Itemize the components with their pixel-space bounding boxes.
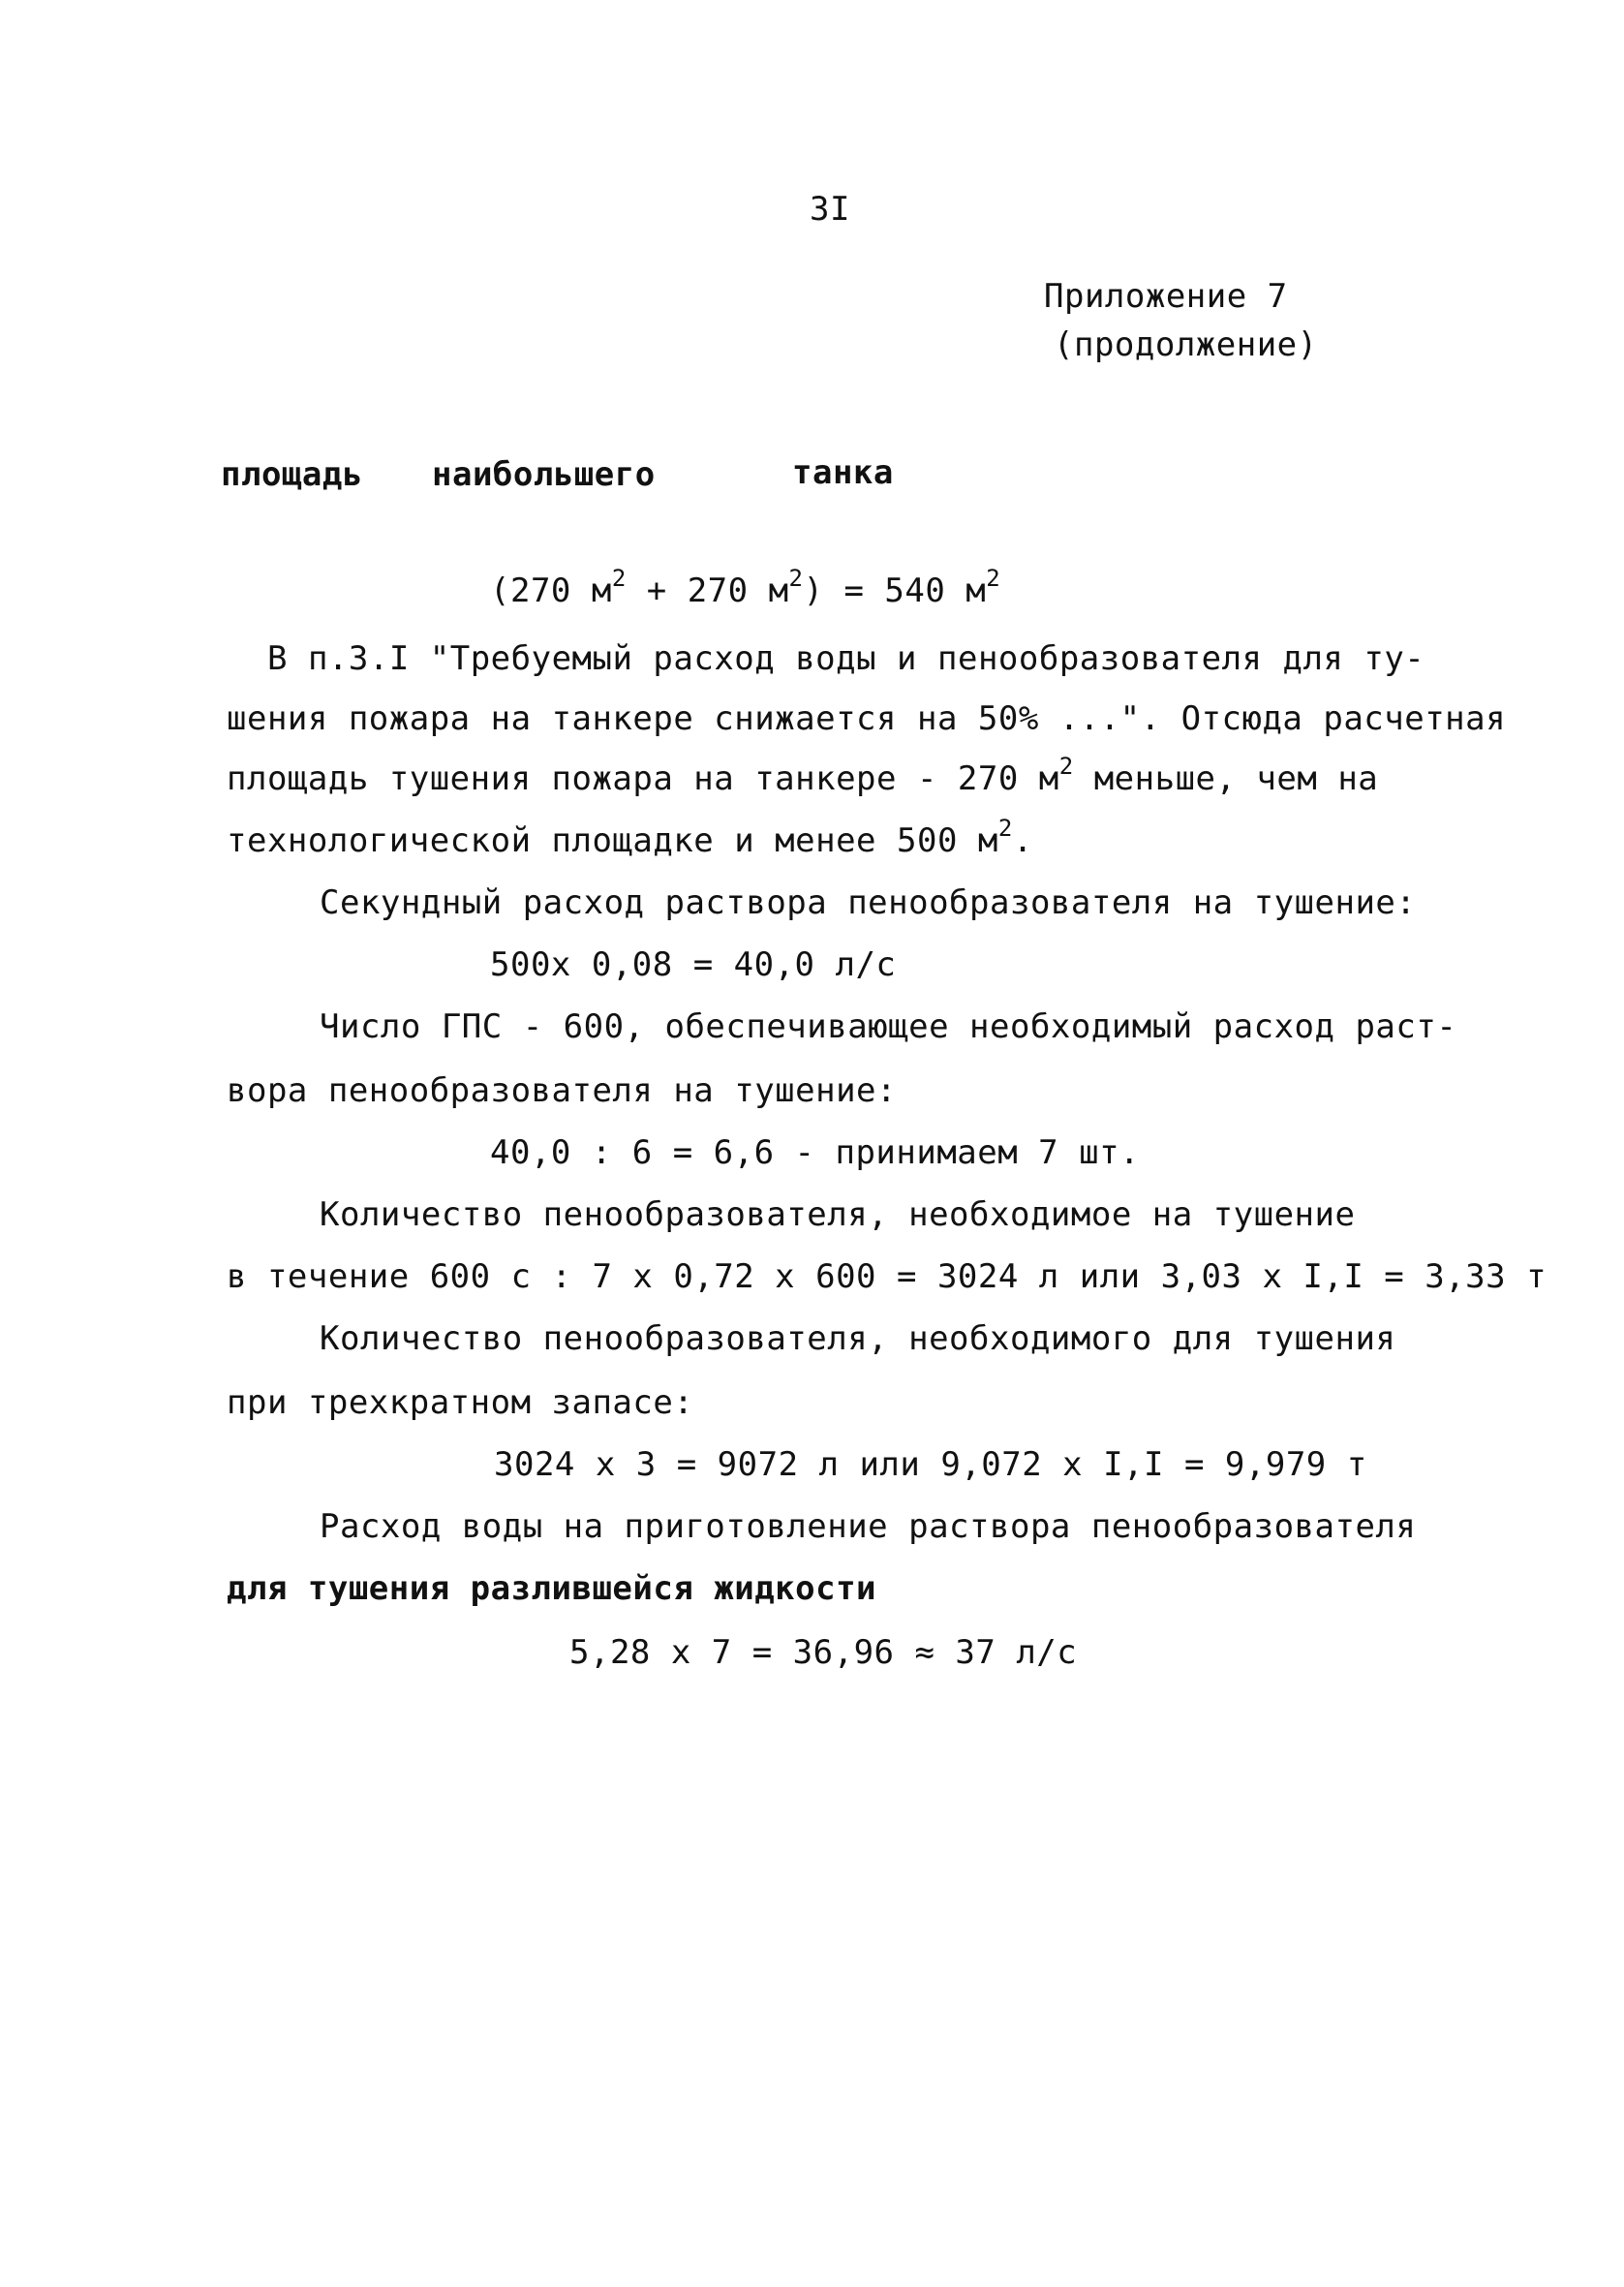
caption-word-tank: танка: [792, 453, 894, 492]
para6-formula: 5,28 х 7 = 36,96 ≈ 37 л/с: [569, 1633, 1078, 1672]
para4-line1: Количество пенообразователя, необходимое на тушение: [320, 1195, 1356, 1234]
para3-line2: вора пенообразователя на тушение:: [227, 1071, 898, 1110]
para2-formula: 500х 0,08 = 40,0 л/с: [490, 945, 897, 984]
formula-area: (270 $м^2 + 270$ $м^2) = 540$ $м^2$: [490, 564, 1001, 610]
para1-line4: технологической площадке и менее 500 $м^2$.: [227, 814, 1033, 860]
caption-word-largest: наибольшего: [432, 455, 656, 494]
page-number: 3I: [810, 190, 850, 229]
caption-word-area: площадь: [221, 455, 363, 494]
para1-line1: В п.3.I "Требуемый расход воды и пенообразователя для ту-: [267, 639, 1425, 678]
para5-line2: при трехкратном запасе:: [227, 1383, 694, 1422]
para5-line1: Количество пенообразователя, необходимого для тушения: [320, 1319, 1396, 1358]
para2-line1: Секундный расход раствора пенообразователя на тушение:: [320, 883, 1417, 922]
para6-line2: для тушения разлившейся жидкости: [227, 1569, 877, 1608]
para1-line3: площадь тушения пожара на танкере - 270 $м^2$ меньше, чем на: [227, 752, 1379, 798]
para1-line2: шения пожара на танкере снижается на 50% ...". Отсюда расчетная: [227, 699, 1507, 738]
para3-formula: 40,0 : 6 = 6,6 - принимаем 7 шт.: [490, 1133, 1141, 1172]
appendix-label: Приложение 7: [1044, 277, 1288, 316]
para3-line1: Число ГПС - 600, обеспечивающее необходимый расход раст-: [320, 1007, 1457, 1046]
para5-formula: 3024 х 3 = 9072 л или 9,072 х I,I = 9,979 т: [494, 1445, 1367, 1484]
para6-line1: Расход воды на приготовление раствора пенообразователя: [320, 1507, 1417, 1546]
para4-line2: в течение 600 с : 7 х 0,72 х 600 = 3024 л или 3,03 х I,I = 3,33 т: [227, 1257, 1547, 1296]
continuation-label: (продолжение): [1054, 325, 1318, 364]
